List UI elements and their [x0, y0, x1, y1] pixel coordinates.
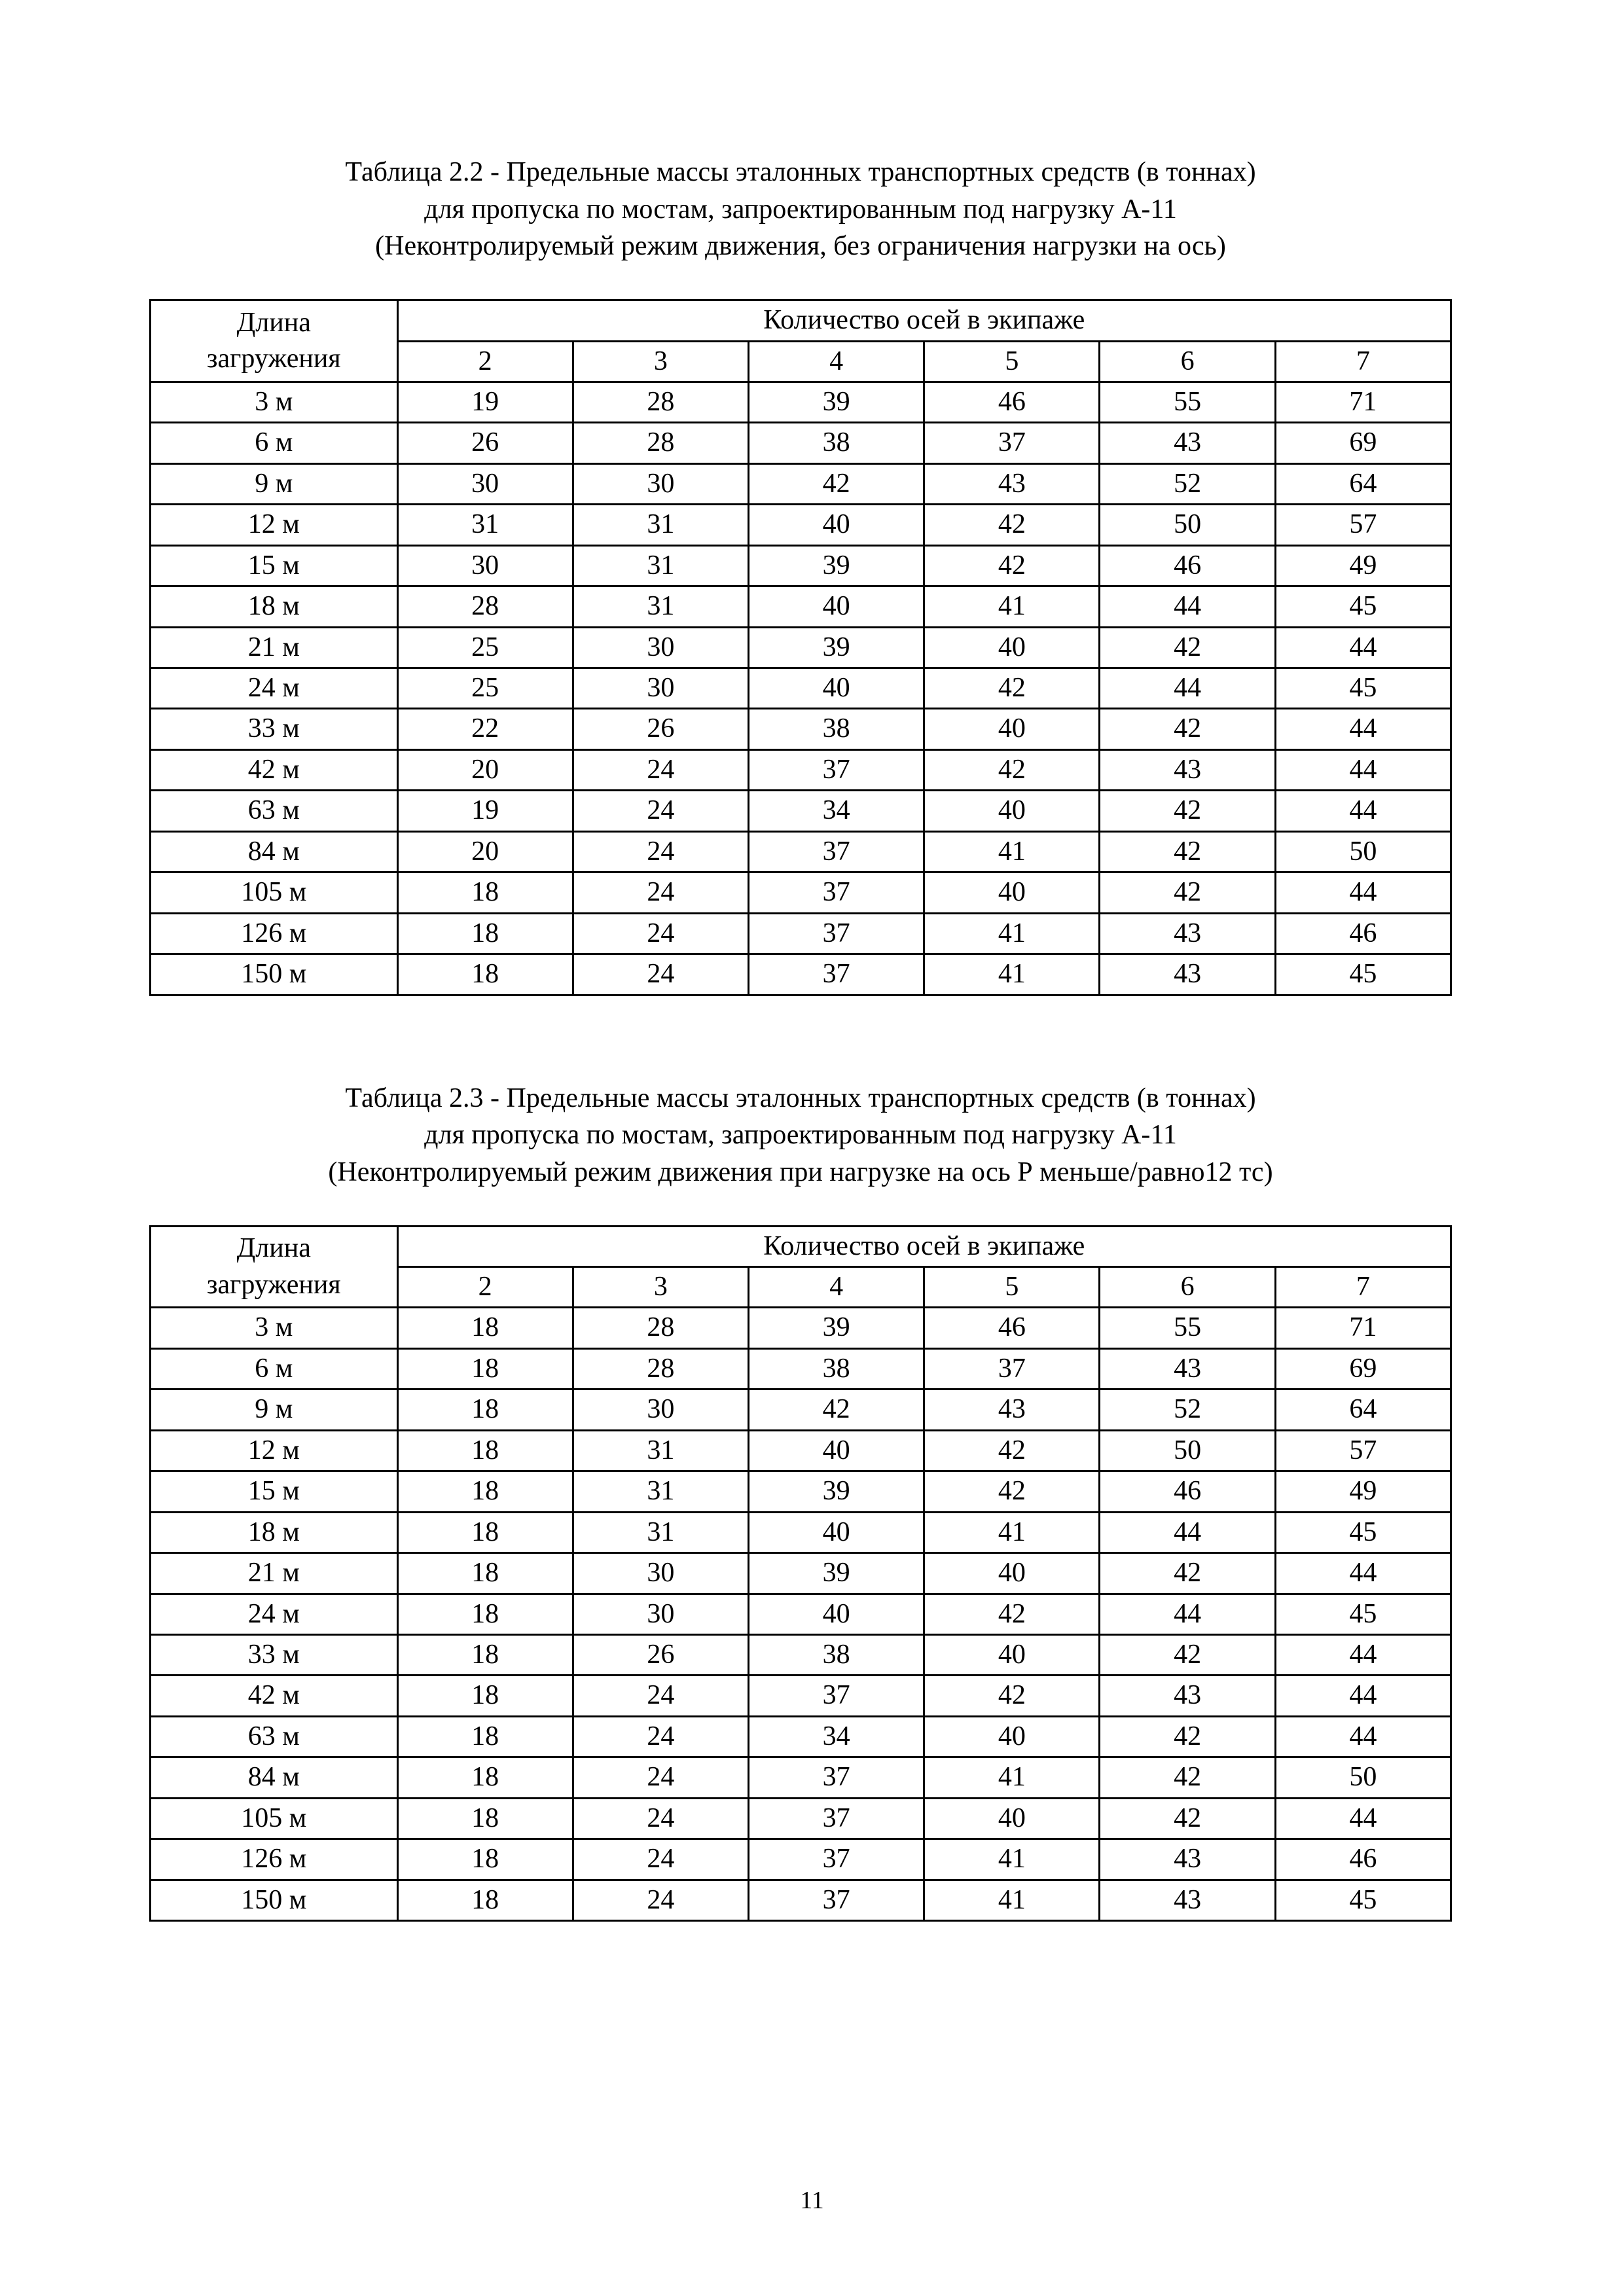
- mass-value-cell: 49: [1275, 545, 1451, 586]
- mass-value-cell: 38: [748, 709, 924, 749]
- length-cell: 126 м: [151, 1839, 398, 1880]
- title-line: для пропуска по мостам, запроектированным под нагрузку А-11: [424, 194, 1177, 224]
- mass-value-cell: 44: [1100, 586, 1275, 627]
- mass-value-cell: 18: [397, 1716, 573, 1757]
- mass-value-cell: 31: [573, 1430, 748, 1471]
- mass-value-cell: 31: [573, 545, 748, 586]
- mass-value-cell: 40: [924, 709, 1100, 749]
- mass-value-cell: 42: [924, 1676, 1100, 1716]
- mass-value-cell: 42: [1100, 709, 1275, 749]
- mass-value-cell: 18: [397, 1308, 573, 1348]
- mass-value-cell: 18: [397, 1880, 573, 1920]
- mass-value-cell: 42: [924, 1430, 1100, 1471]
- table-section-2-3: [149, 1080, 1452, 1922]
- mass-value-cell: 42: [924, 1471, 1100, 1512]
- mass-value-cell: 22: [397, 709, 573, 749]
- table-row: [151, 1676, 1451, 1716]
- mass-value-cell: 18: [397, 1676, 573, 1716]
- length-cell: 105 м: [151, 872, 398, 913]
- length-cell: 84 м: [151, 1757, 398, 1798]
- mass-value-cell: 57: [1275, 1430, 1451, 1471]
- mass-value-cell: 64: [1275, 1390, 1451, 1430]
- mass-value-cell: 43: [1100, 1348, 1275, 1389]
- length-cell: 84 м: [151, 831, 398, 872]
- table-header-row: [151, 1226, 1451, 1266]
- mass-value-cell: 37: [748, 1757, 924, 1798]
- length-cell: 24 м: [151, 668, 398, 709]
- mass-value-cell: 49: [1275, 1471, 1451, 1512]
- mass-value-cell: 42: [1100, 627, 1275, 668]
- mass-value-cell: 30: [573, 1553, 748, 1594]
- mass-value-cell: 42: [1100, 1634, 1275, 1675]
- table-row: [151, 1512, 1451, 1552]
- mass-value-cell: 37: [748, 954, 924, 995]
- table-row: [151, 1308, 1451, 1348]
- mass-value-cell: 28: [573, 382, 748, 422]
- mass-value-cell: 45: [1275, 1512, 1451, 1552]
- mass-value-cell: 39: [748, 1471, 924, 1512]
- length-cell: 3 м: [151, 382, 398, 422]
- mass-value-cell: 42: [924, 505, 1100, 545]
- load-limits-table-2-3: [149, 1225, 1452, 1922]
- mass-value-cell: 39: [748, 1553, 924, 1594]
- table-row: [151, 1798, 1451, 1839]
- mass-value-cell: 45: [1275, 954, 1451, 995]
- mass-value-cell: 45: [1275, 586, 1451, 627]
- mass-value-cell: 30: [573, 1390, 748, 1430]
- axle-count-header: 6: [1100, 341, 1275, 382]
- table-row: [151, 382, 1451, 422]
- mass-value-cell: 42: [1100, 1798, 1275, 1839]
- table-row: [151, 1716, 1451, 1757]
- mass-value-cell: 42: [1100, 1553, 1275, 1594]
- mass-value-cell: 44: [1100, 668, 1275, 709]
- mass-value-cell: 40: [924, 1553, 1100, 1594]
- mass-value-cell: 18: [397, 1553, 573, 1594]
- mass-value-cell: 24: [573, 749, 748, 790]
- mass-value-cell: 55: [1100, 382, 1275, 422]
- mass-value-cell: 18: [397, 1839, 573, 1880]
- mass-value-cell: 25: [397, 668, 573, 709]
- mass-value-cell: 19: [397, 382, 573, 422]
- mass-value-cell: 71: [1275, 1308, 1451, 1348]
- mass-value-cell: 43: [924, 1390, 1100, 1430]
- mass-value-cell: 37: [748, 749, 924, 790]
- table-row: [151, 463, 1451, 504]
- table-row: [151, 1471, 1451, 1512]
- mass-value-cell: 42: [1100, 1716, 1275, 1757]
- mass-value-cell: 28: [573, 1308, 748, 1348]
- mass-value-cell: 24: [573, 1839, 748, 1880]
- mass-value-cell: 18: [397, 872, 573, 913]
- mass-value-cell: 31: [573, 1471, 748, 1512]
- mass-value-cell: 30: [573, 627, 748, 668]
- mass-value-cell: 24: [573, 1798, 748, 1839]
- length-cell: 21 м: [151, 627, 398, 668]
- table-row: [151, 954, 1451, 995]
- mass-value-cell: 37: [748, 913, 924, 954]
- mass-value-cell: 45: [1275, 668, 1451, 709]
- mass-value-cell: 31: [573, 1512, 748, 1552]
- table-row: [151, 586, 1451, 627]
- mass-value-cell: 24: [573, 954, 748, 995]
- mass-value-cell: 37: [748, 831, 924, 872]
- mass-value-cell: 37: [748, 872, 924, 913]
- mass-value-cell: 30: [573, 668, 748, 709]
- mass-value-cell: 69: [1275, 1348, 1451, 1389]
- table-row: [151, 1348, 1451, 1389]
- mass-value-cell: 52: [1100, 463, 1275, 504]
- mass-value-cell: 44: [1275, 1716, 1451, 1757]
- mass-value-cell: 44: [1100, 1512, 1275, 1552]
- mass-value-cell: 43: [924, 463, 1100, 504]
- length-cell: 63 м: [151, 791, 398, 831]
- mass-value-cell: 40: [748, 505, 924, 545]
- mass-value-cell: 40: [924, 872, 1100, 913]
- mass-value-cell: 41: [924, 1880, 1100, 1920]
- mass-value-cell: 37: [748, 1676, 924, 1716]
- mass-value-cell: 24: [573, 872, 748, 913]
- table-row: [151, 1553, 1451, 1594]
- mass-value-cell: 42: [1100, 1757, 1275, 1798]
- title-line: для пропуска по мостам, запроектированным под нагрузку А-11: [424, 1120, 1177, 1151]
- mass-value-cell: 42: [1100, 831, 1275, 872]
- axle-count-header: 2: [397, 1267, 573, 1308]
- mass-value-cell: 42: [924, 749, 1100, 790]
- table-row: [151, 1634, 1451, 1675]
- length-column-header: Длина загружения: [151, 300, 398, 382]
- mass-value-cell: 41: [924, 1512, 1100, 1552]
- mass-value-cell: 24: [573, 1676, 748, 1716]
- mass-value-cell: 43: [1100, 913, 1275, 954]
- mass-value-cell: 40: [748, 1594, 924, 1634]
- mass-value-cell: 46: [1275, 913, 1451, 954]
- mass-value-cell: 42: [1100, 791, 1275, 831]
- mass-value-cell: 40: [748, 668, 924, 709]
- mass-value-cell: 45: [1275, 1594, 1451, 1634]
- table-title-2-2: [175, 154, 1426, 265]
- mass-value-cell: 18: [397, 1798, 573, 1839]
- axle-count-header: 7: [1275, 1267, 1451, 1308]
- length-cell: 12 м: [151, 1430, 398, 1471]
- mass-value-cell: 71: [1275, 382, 1451, 422]
- mass-value-cell: 44: [1275, 749, 1451, 790]
- mass-value-cell: 34: [748, 791, 924, 831]
- mass-value-cell: 37: [924, 1348, 1100, 1389]
- mass-value-cell: 31: [573, 505, 748, 545]
- table-row: [151, 1594, 1451, 1634]
- mass-value-cell: 28: [573, 1348, 748, 1389]
- mass-value-cell: 44: [1275, 1676, 1451, 1716]
- mass-value-cell: 40: [748, 586, 924, 627]
- mass-value-cell: 26: [573, 709, 748, 749]
- mass-value-cell: 69: [1275, 423, 1451, 463]
- page-number: 11: [800, 2187, 824, 2214]
- mass-value-cell: 18: [397, 1594, 573, 1634]
- mass-value-cell: 44: [1275, 1798, 1451, 1839]
- length-cell: 63 м: [151, 1716, 398, 1757]
- mass-value-cell: 18: [397, 1390, 573, 1430]
- length-cell: 33 м: [151, 1634, 398, 1675]
- table-row: [151, 1839, 1451, 1880]
- mass-value-cell: 44: [1100, 1594, 1275, 1634]
- mass-value-cell: 42: [1100, 872, 1275, 913]
- mass-value-cell: 46: [1275, 1839, 1451, 1880]
- axle-count-header: 3: [573, 1267, 748, 1308]
- table-title-2-3: [175, 1080, 1426, 1191]
- length-cell: 9 м: [151, 463, 398, 504]
- mass-value-cell: 39: [748, 1308, 924, 1348]
- mass-value-cell: 44: [1275, 627, 1451, 668]
- mass-value-cell: 40: [924, 1798, 1100, 1839]
- mass-value-cell: 42: [924, 668, 1100, 709]
- length-cell: 42 м: [151, 749, 398, 790]
- mass-value-cell: 37: [924, 423, 1100, 463]
- mass-value-cell: 38: [748, 423, 924, 463]
- mass-value-cell: 44: [1275, 1553, 1451, 1594]
- length-cell: 12 м: [151, 505, 398, 545]
- mass-value-cell: 43: [1100, 1880, 1275, 1920]
- mass-value-cell: 42: [924, 545, 1100, 586]
- length-cell: 6 м: [151, 423, 398, 463]
- mass-value-cell: 40: [924, 1716, 1100, 1757]
- length-cell: 126 м: [151, 913, 398, 954]
- mass-value-cell: 40: [748, 1512, 924, 1552]
- mass-value-cell: 26: [397, 423, 573, 463]
- mass-value-cell: 43: [1100, 1676, 1275, 1716]
- mass-value-cell: 41: [924, 913, 1100, 954]
- table-row: [151, 545, 1451, 586]
- table-row: [151, 913, 1451, 954]
- axle-count-header: 6: [1100, 1267, 1275, 1308]
- title-line: Таблица 2.2 - Предельные массы эталонных транспортных средств (в тоннах): [345, 157, 1256, 187]
- mass-value-cell: 41: [924, 586, 1100, 627]
- mass-value-cell: 24: [573, 913, 748, 954]
- mass-value-cell: 43: [1100, 749, 1275, 790]
- mass-value-cell: 43: [1100, 954, 1275, 995]
- table-row: [151, 505, 1451, 545]
- axle-count-header: 4: [748, 341, 924, 382]
- mass-value-cell: 45: [1275, 1880, 1451, 1920]
- table-row: [151, 627, 1451, 668]
- length-cell: 18 м: [151, 1512, 398, 1552]
- length-cell: 24 м: [151, 1594, 398, 1634]
- axle-count-header: 2: [397, 341, 573, 382]
- length-cell: 6 м: [151, 1348, 398, 1389]
- mass-value-cell: 37: [748, 1880, 924, 1920]
- mass-value-cell: 42: [748, 1390, 924, 1430]
- mass-value-cell: 18: [397, 1757, 573, 1798]
- table-row: [151, 668, 1451, 709]
- axle-count-group-header: Количество осей в экипаже: [397, 300, 1451, 341]
- mass-value-cell: 18: [397, 913, 573, 954]
- mass-value-cell: 18: [397, 954, 573, 995]
- mass-value-cell: 43: [1100, 423, 1275, 463]
- table-row: [151, 423, 1451, 463]
- mass-value-cell: 44: [1275, 872, 1451, 913]
- mass-value-cell: 55: [1100, 1308, 1275, 1348]
- length-cell: 150 м: [151, 954, 398, 995]
- mass-value-cell: 46: [924, 1308, 1100, 1348]
- mass-value-cell: 52: [1100, 1390, 1275, 1430]
- axle-count-header: 7: [1275, 341, 1451, 382]
- table-row: [151, 831, 1451, 872]
- mass-value-cell: 30: [397, 545, 573, 586]
- mass-value-cell: 30: [573, 463, 748, 504]
- mass-value-cell: 64: [1275, 463, 1451, 504]
- mass-value-cell: 24: [573, 1880, 748, 1920]
- mass-value-cell: 26: [573, 1634, 748, 1675]
- table-row: [151, 1430, 1451, 1471]
- mass-value-cell: 31: [573, 586, 748, 627]
- title-line: Таблица 2.3 - Предельные массы эталонных транспортных средств (в тоннах): [345, 1083, 1256, 1113]
- mass-value-cell: 37: [748, 1798, 924, 1839]
- mass-value-cell: 57: [1275, 505, 1451, 545]
- mass-value-cell: 30: [573, 1594, 748, 1634]
- axle-count-header: 4: [748, 1267, 924, 1308]
- mass-value-cell: 40: [924, 791, 1100, 831]
- mass-value-cell: 38: [748, 1634, 924, 1675]
- length-cell: 15 м: [151, 545, 398, 586]
- mass-value-cell: 39: [748, 545, 924, 586]
- mass-value-cell: 39: [748, 382, 924, 422]
- length-cell: 3 м: [151, 1308, 398, 1348]
- table-row: [151, 791, 1451, 831]
- table-row: [151, 1390, 1451, 1430]
- length-cell: 21 м: [151, 1553, 398, 1594]
- table-row: [151, 749, 1451, 790]
- mass-value-cell: 38: [748, 1348, 924, 1389]
- mass-value-cell: 18: [397, 1512, 573, 1552]
- title-line: (Неконтролируемый режим движения при нагрузке на ось Р меньше/равно12 тс): [328, 1157, 1273, 1187]
- mass-value-cell: 41: [924, 831, 1100, 872]
- mass-value-cell: 24: [573, 791, 748, 831]
- axle-count-header: 3: [573, 341, 748, 382]
- length-column-header: Длина загружения: [151, 1226, 398, 1308]
- mass-value-cell: 39: [748, 627, 924, 668]
- mass-value-cell: 18: [397, 1430, 573, 1471]
- mass-value-cell: 37: [748, 1839, 924, 1880]
- mass-value-cell: 24: [573, 831, 748, 872]
- length-cell: 150 м: [151, 1880, 398, 1920]
- mass-value-cell: 40: [924, 1634, 1100, 1675]
- mass-value-cell: 40: [748, 1430, 924, 1471]
- mass-value-cell: 24: [573, 1716, 748, 1757]
- length-cell: 42 м: [151, 1676, 398, 1716]
- mass-value-cell: 40: [924, 627, 1100, 668]
- axle-count-header: 5: [924, 341, 1100, 382]
- mass-value-cell: 18: [397, 1471, 573, 1512]
- table-row: [151, 709, 1451, 749]
- mass-value-cell: 34: [748, 1716, 924, 1757]
- mass-value-cell: 50: [1275, 831, 1451, 872]
- mass-value-cell: 50: [1100, 505, 1275, 545]
- table-header-row: [151, 300, 1451, 341]
- mass-value-cell: 50: [1100, 1430, 1275, 1471]
- mass-value-cell: 46: [924, 382, 1100, 422]
- table-section-2-2: [149, 154, 1452, 996]
- mass-value-cell: 50: [1275, 1757, 1451, 1798]
- length-cell: 18 м: [151, 586, 398, 627]
- mass-value-cell: 43: [1100, 1839, 1275, 1880]
- mass-value-cell: 18: [397, 1348, 573, 1389]
- mass-value-cell: 42: [924, 1594, 1100, 1634]
- load-limits-table-2-2: [149, 299, 1452, 996]
- mass-value-cell: 18: [397, 1634, 573, 1675]
- mass-value-cell: 46: [1100, 1471, 1275, 1512]
- mass-value-cell: 44: [1275, 791, 1451, 831]
- length-cell: 105 м: [151, 1798, 398, 1839]
- table-row: [151, 1757, 1451, 1798]
- table-row: [151, 1880, 1451, 1920]
- mass-value-cell: 46: [1100, 545, 1275, 586]
- mass-value-cell: 44: [1275, 709, 1451, 749]
- mass-value-cell: 44: [1275, 1634, 1451, 1675]
- mass-value-cell: 41: [924, 1757, 1100, 1798]
- mass-value-cell: 41: [924, 954, 1100, 995]
- mass-value-cell: 19: [397, 791, 573, 831]
- length-cell: 9 м: [151, 1390, 398, 1430]
- mass-value-cell: 41: [924, 1839, 1100, 1880]
- length-cell: 33 м: [151, 709, 398, 749]
- mass-value-cell: 20: [397, 749, 573, 790]
- length-cell: 15 м: [151, 1471, 398, 1512]
- mass-value-cell: 25: [397, 627, 573, 668]
- title-line: (Неконтролируемый режим движения, без ограничения нагрузки на ось): [375, 231, 1226, 262]
- mass-value-cell: 28: [397, 586, 573, 627]
- mass-value-cell: 30: [397, 463, 573, 504]
- mass-value-cell: 31: [397, 505, 573, 545]
- mass-value-cell: 42: [748, 463, 924, 504]
- axle-count-header: 5: [924, 1267, 1100, 1308]
- mass-value-cell: 20: [397, 831, 573, 872]
- mass-value-cell: 24: [573, 1757, 748, 1798]
- table-row: [151, 872, 1451, 913]
- axle-count-group-header: Количество осей в экипаже: [397, 1226, 1451, 1266]
- mass-value-cell: 28: [573, 423, 748, 463]
